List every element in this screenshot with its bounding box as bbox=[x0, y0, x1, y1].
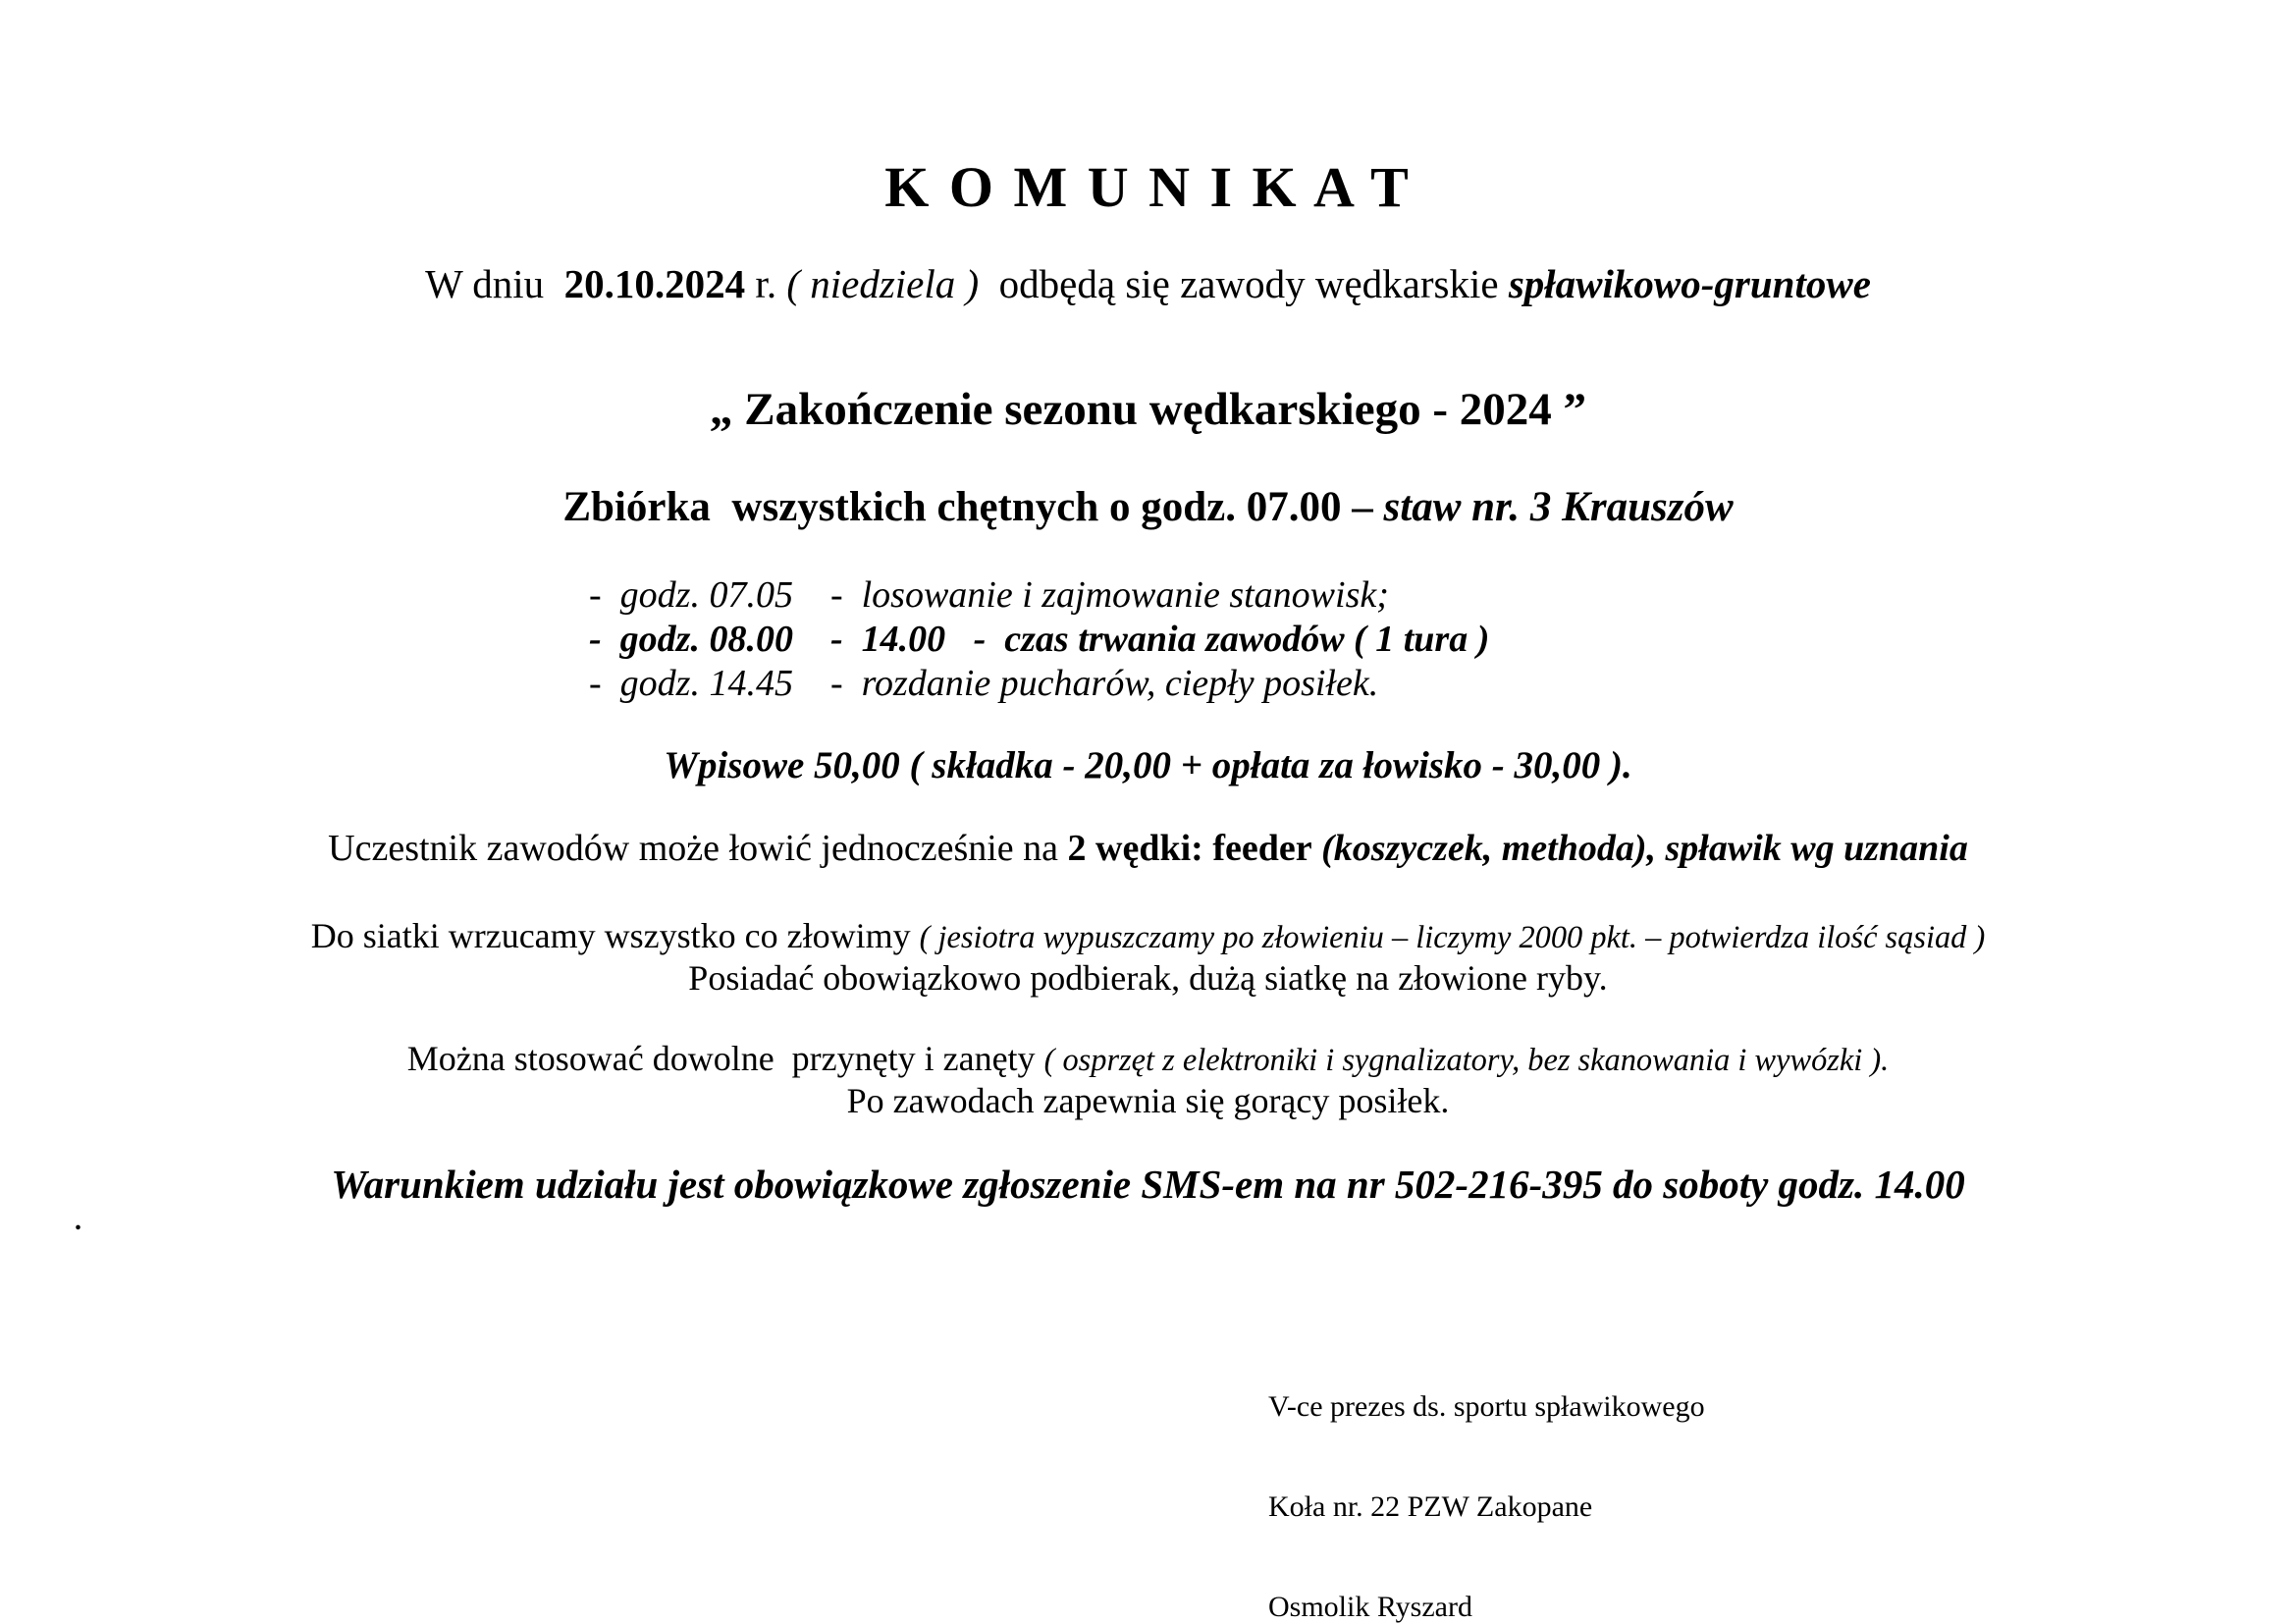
assembly-location: staw nr. 3 Krauszów bbox=[1383, 484, 1734, 530]
intro-after-date: r. bbox=[745, 261, 787, 306]
bait-rule-note: ( osprzęt z elektroniki i sygnalizatory, bez skanowania i wywózki ). bbox=[1043, 1043, 1890, 1078]
event-weekday: ( niedziela ) bbox=[786, 261, 980, 306]
intro-middle: odbędą się zawody wędkarskie bbox=[979, 261, 1509, 306]
net-rule-note: ( jesiotra wypuszczamy po złowieniu – liczymy 2000 pkt. – potwierdza ilość sąsiad ) bbox=[919, 920, 1986, 955]
schedule-row-1: - godz. 07.05 - losowanie i zajmowanie stanowisk; bbox=[589, 574, 1389, 616]
meal-line: Po zawodach zapewnia się gorący posiłek. bbox=[846, 1081, 1450, 1120]
schedule-row-2: - godz. 08.00 - 14.00 - czas trwania zawodów ( 1 tura ) bbox=[589, 619, 1490, 660]
landing-net-line: Posiadać obowiązkowo podbierak, dużą siatkę na złowione ryby. bbox=[688, 958, 1608, 998]
event-date: 20.10.2024 bbox=[563, 261, 746, 306]
rods-italic-part: (koszyczek, methoda), spławik wg uznania bbox=[1311, 828, 1968, 869]
rods-rule-line bbox=[0, 828, 2296, 871]
rods-bold-part: 2 wędki: feeder bbox=[1067, 828, 1312, 869]
schedule-row-3: - godz. 14.45 - rozdanie pucharów, ciepły posiłek. bbox=[589, 663, 1379, 704]
assembly-line bbox=[0, 483, 2296, 531]
signature-name: Osmolik Ryszard bbox=[1268, 1591, 1472, 1623]
entry-fee-line: Wpisowe 50,00 ( składka - 20,00 + opłata za łowisko - 30,00 ). bbox=[664, 744, 1632, 786]
signature-block bbox=[1268, 1324, 1705, 1624]
intro-prefix: W dniu bbox=[425, 261, 564, 306]
net-rule-prefix: Do siatki wrzucamy wszystko co złowimy bbox=[310, 916, 920, 955]
rods-prefix: Uczestnik zawodów może łowić jednocześnie na bbox=[328, 828, 1068, 869]
sms-requirement-line: Warunkiem udziału jest obowiązkowe zgłoszenie SMS-em na nr 502-216-395 do soboty godz. 14.00 bbox=[331, 1162, 1965, 1207]
net-rule-line bbox=[0, 916, 2296, 956]
document-title: K O M U N I K A T bbox=[884, 155, 1412, 219]
competition-type: spławikowo-gruntowe bbox=[1508, 261, 1871, 306]
event-title: „ Zakończenie sezonu wędkarskiego - 2024 ” bbox=[710, 384, 1586, 435]
bait-rule-line bbox=[0, 1039, 2296, 1079]
signature-club: Koła nr. 22 PZW Zakopane bbox=[1268, 1490, 1593, 1523]
signature-role: V-ce prezes ds. sportu spławikowego bbox=[1268, 1390, 1705, 1423]
intro-line bbox=[0, 261, 2296, 307]
bait-rule-prefix: Można stosować dowolne przynęty i zanęty bbox=[406, 1039, 1044, 1078]
assembly-text: Zbiórka wszystkich chętnych o godz. 07.00 – bbox=[562, 484, 1384, 530]
stray-dot: . bbox=[75, 1206, 81, 1236]
